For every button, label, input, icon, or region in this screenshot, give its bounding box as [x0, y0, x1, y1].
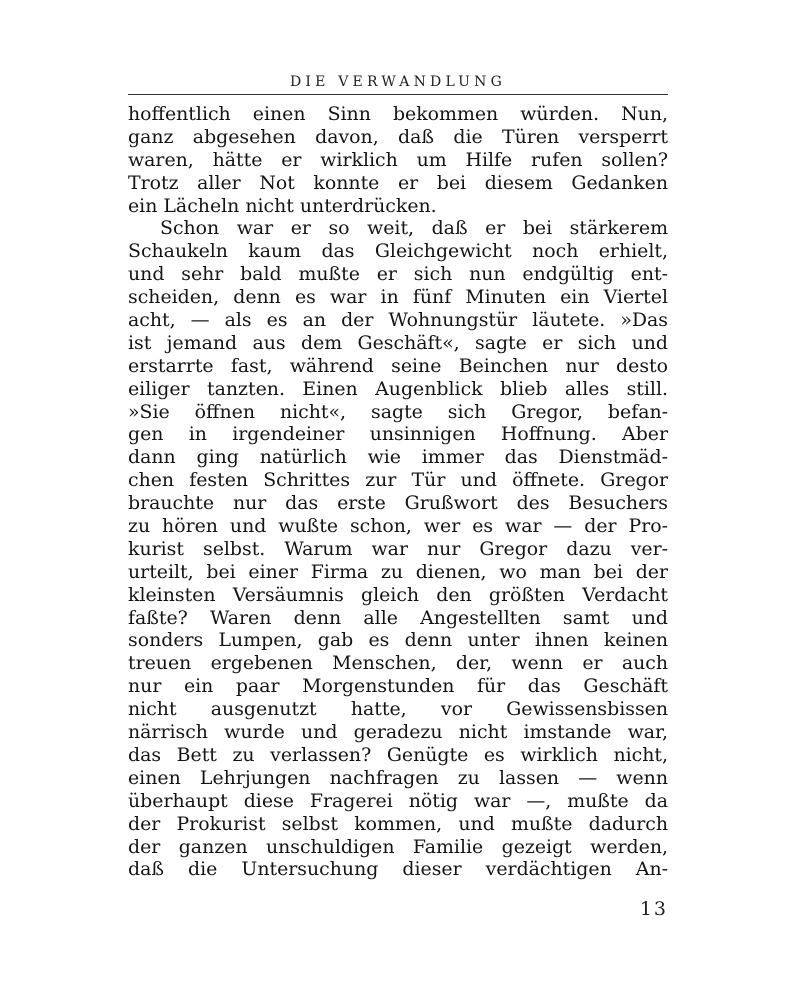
text-line: waren, hätte er wirklich um Hilfe rufen sollen?: [128, 148, 668, 171]
text-line: sonders Lumpen, gab es denn unter ihnen keinen: [128, 629, 668, 652]
text-line: einen Lehrjungen nachfragen zu lassen — wenn: [128, 766, 668, 789]
text-line: Trotz aller Not konnte er bei diesem Gedanken: [128, 171, 668, 194]
text-line: nicht ausgenutzt hatte, vor Gewissensbissen: [128, 698, 668, 721]
text-line: hoffentlich einen Sinn bekommen würden. Nun,: [128, 103, 668, 125]
text-line: erstarrte fast, während seine Beinchen nur desto: [128, 354, 668, 377]
text-line: scheiden, denn es war in fünf Minuten ein Viertel: [128, 286, 668, 309]
text-line: kleinsten Versäumnis gleich den größten Verdacht: [128, 583, 668, 606]
text-line: und sehr bald mußte er sich nun endgültig ent-: [128, 263, 668, 286]
text-line: nur ein paar Morgenstunden für das Geschäft: [128, 675, 668, 698]
page-number: 13: [639, 898, 668, 920]
body-text: [128, 103, 668, 881]
text-line: ganz abgesehen davon, daß die Türen versperrt: [128, 125, 668, 148]
text-line: überhaupt diese Fragerei nötig war —, mußte da: [128, 789, 668, 812]
text-line: dann ging natürlich wie immer das Dienstmäd-: [128, 446, 668, 469]
text-line: »Sie öffnen nicht«, sagte sich Gregor, befan-: [128, 400, 668, 423]
text-line: Schaukeln kaum das Gleichgewicht noch erhielt,: [128, 240, 668, 263]
text-line: Schon war er so weit, daß er bei stärkerem: [160, 217, 668, 240]
header-rule: [128, 94, 668, 95]
text-line: treuen ergebenen Menschen, der, wenn er auch: [128, 652, 668, 675]
text-line: der Prokurist selbst kommen, und mußte dadurch: [128, 812, 668, 835]
text-line: acht, — als es an der Wohnungstür läutete. »Das: [128, 309, 668, 332]
text-line: närrisch wurde und geradezu nicht imstande war,: [128, 721, 668, 744]
text-line: eiliger tanzten. Einen Augenblick blieb alles still.: [128, 377, 668, 400]
text-line: daß die Untersuchung dieser verdächtigen An-: [128, 858, 668, 881]
text-line: das Bett zu verlassen? Genügte es wirklich nicht,: [128, 743, 668, 766]
text-line: zu hören und wußte schon, wer es war — der Pro-: [128, 515, 668, 538]
text-line: urteilt, bei einer Firma zu dienen, wo man bei der: [128, 560, 668, 583]
text-line: ein Lächeln nicht unterdrücken.: [128, 194, 437, 217]
text-line: kurist selbst. Warum war nur Gregor dazu ver-: [128, 537, 668, 560]
text-line: ist jemand aus dem Geschäft«, sagte er sich und: [128, 331, 668, 354]
text-line: brauchte nur das erste Grußwort des Besuchers: [128, 492, 668, 515]
text-line: der ganzen unschuldigen Familie gezeigt werden,: [128, 835, 668, 858]
running-head: DIE VERWANDLUNG: [289, 74, 507, 90]
text-line: faßte? Waren denn alle Angestellten samt und: [128, 606, 668, 629]
text-line: gen in irgendeiner unsinnigen Hoffnung. Aber: [128, 423, 668, 446]
text-line: chen festen Schrittes zur Tür und öffnete. Gregor: [128, 469, 668, 492]
